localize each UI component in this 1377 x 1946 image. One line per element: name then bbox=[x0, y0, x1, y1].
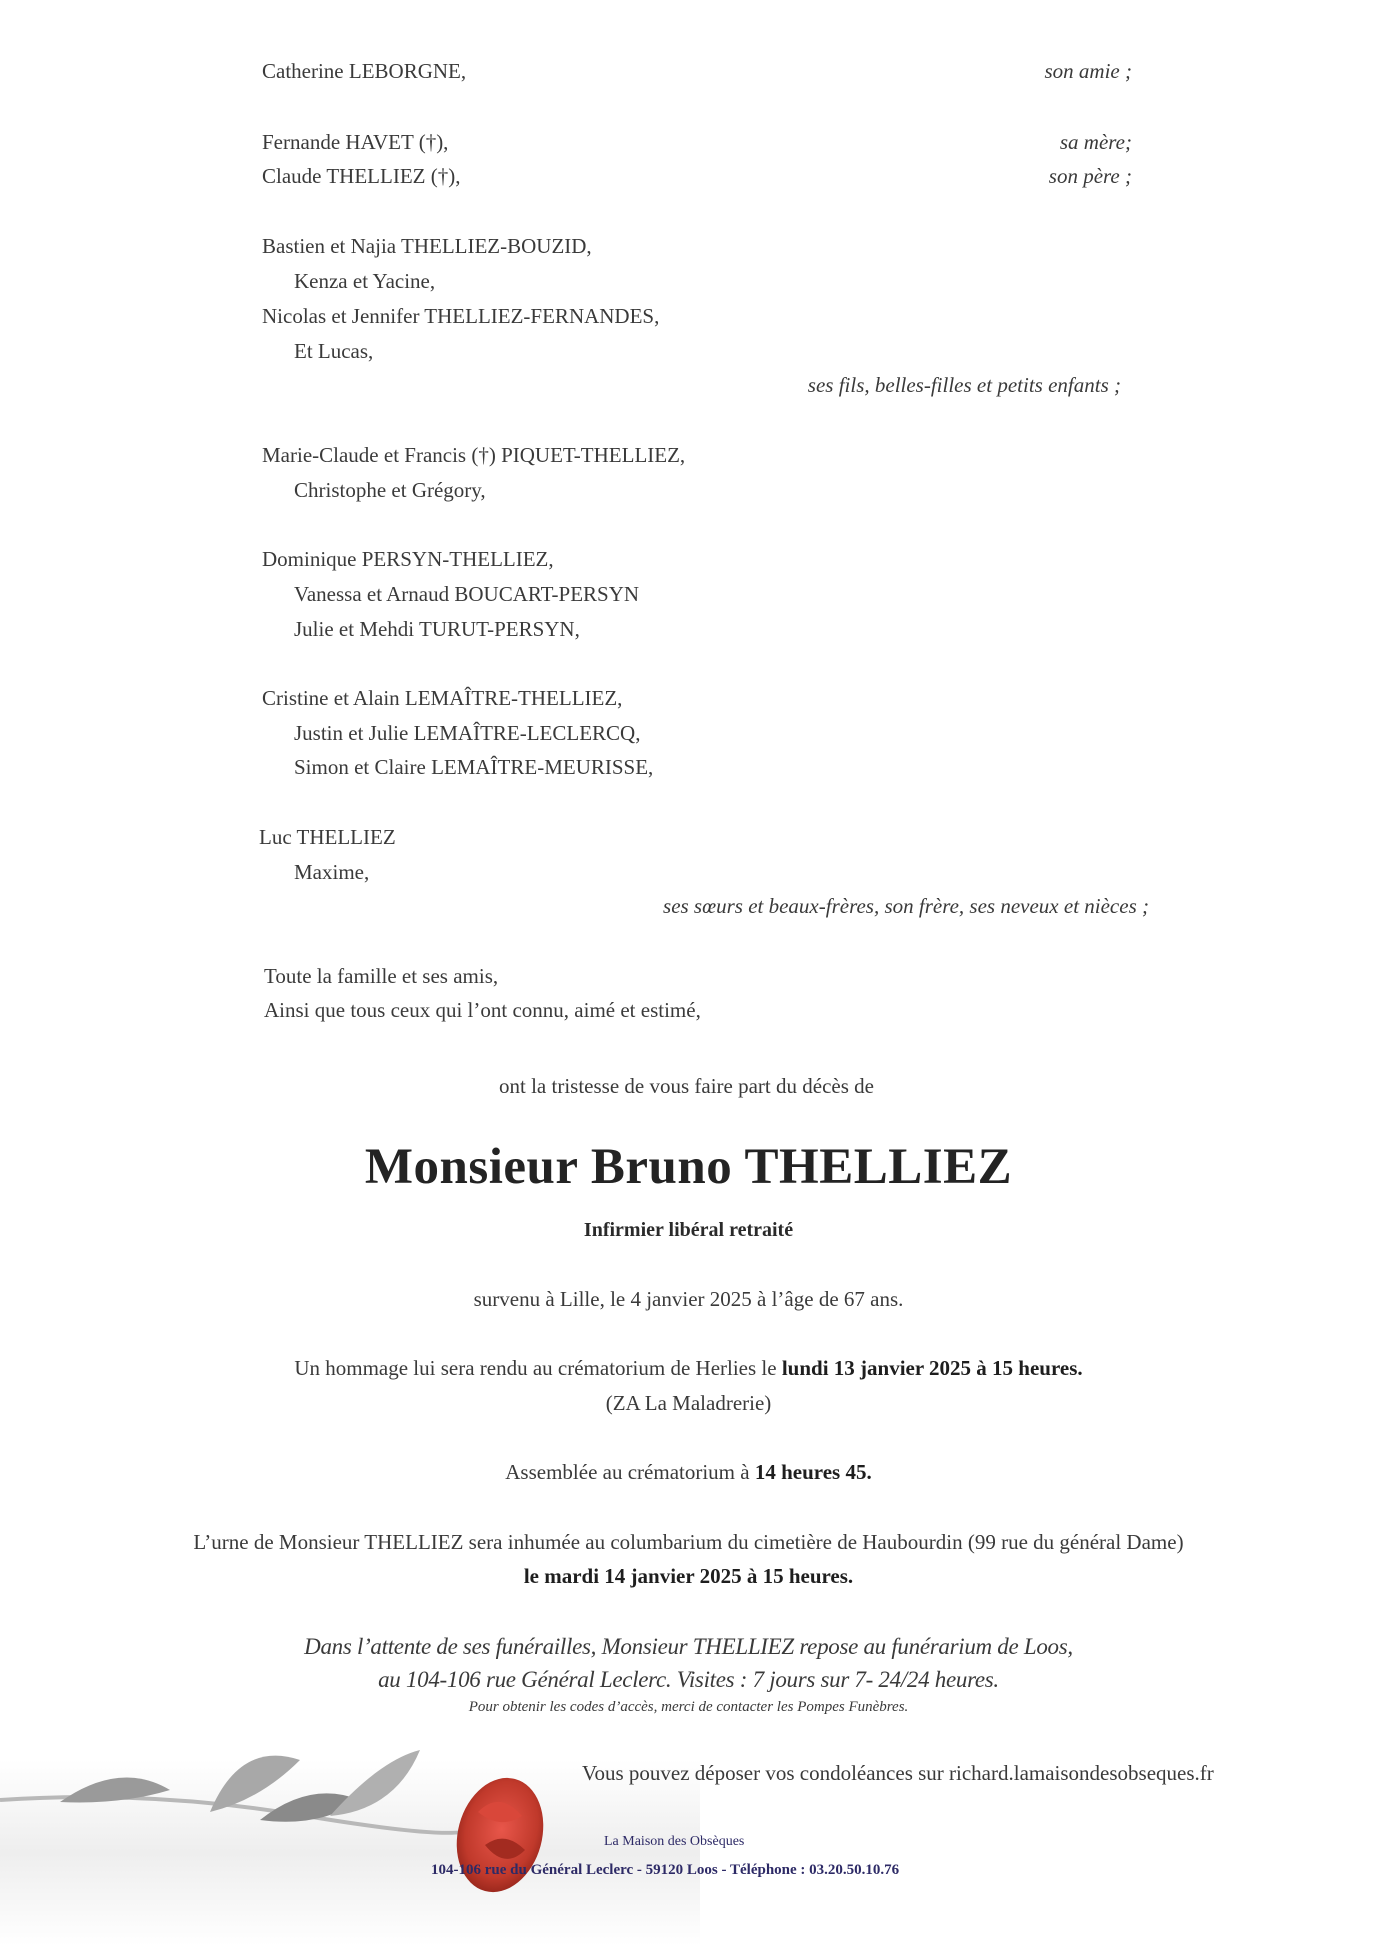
soeur-line: Vanessa et Arnaud BOUCART-PERSYN bbox=[294, 582, 640, 606]
soeur-line: Julie et Mehdi TURUT-PERSYN, bbox=[294, 617, 580, 641]
famille-line-2: Ainsi que tous ceux qui l’ont connu, aimé et estimé, bbox=[264, 998, 701, 1022]
soeur-line: Luc THELLIEZ bbox=[259, 825, 396, 849]
soeurs-relation: ses sœurs et beaux-frères, son frère, ses neveux et nièces ; bbox=[663, 894, 1149, 918]
funerarium-line-3: Pour obtenir les codes d’accès, merci de contacter les Pompes Funèbres. bbox=[468, 1699, 909, 1715]
amie-relation: son amie ; bbox=[1044, 59, 1132, 83]
fils-line: Et Lucas, bbox=[294, 339, 374, 363]
funerarium-line-1: Dans l’attente de ses funérailles, Monsieur THELLIEZ repose au funérarium de Loos, bbox=[304, 1634, 1073, 1659]
death-details: survenu à Lille, le 4 janvier 2025 à l’âge de 67 ans. bbox=[473, 1287, 904, 1311]
assemblee-text: Assemblée au crématorium à bbox=[505, 1460, 755, 1484]
fils-line: Bastien et Najia THELLIEZ-BOUZID, bbox=[262, 234, 592, 258]
deceased-name: Monsieur Bruno THELLIEZ bbox=[364, 1139, 1013, 1195]
fils-line: Nicolas et Jennifer THELLIEZ-FERNANDES, bbox=[262, 304, 660, 328]
footer-company: La Maison des Obsèques bbox=[604, 1834, 745, 1849]
fils-relation: ses fils, belles-filles et petits enfants ; bbox=[807, 373, 1121, 397]
assemblee-line bbox=[0, 1459, 1377, 1485]
fils-line: Kenza et Yacine, bbox=[294, 269, 436, 293]
hommage-line bbox=[0, 1355, 1377, 1381]
soeur-line: Cristine et Alain LEMAÎTRE-THELLIEZ, bbox=[262, 686, 623, 710]
announcement-intro: ont la tristesse de vous faire part du décès de bbox=[499, 1074, 874, 1098]
pere-relation: son père ; bbox=[1048, 164, 1132, 188]
soeur-line: Maxime, bbox=[294, 860, 370, 884]
hommage-date: lundi 13 janvier 2025 à 15 heures. bbox=[781, 1356, 1083, 1380]
footer-address: 104-106 rue du Général Leclerc - 59120 Loos - Téléphone : 03.20.50.10.76 bbox=[431, 1862, 900, 1878]
funerarium-line-2: au 104-106 rue Général Leclerc. Visites : 7 jours sur 7- 24/24 heures. bbox=[378, 1667, 999, 1692]
condoleances-link[interactable]: Vous pouvez déposer vos condoléances sur richard.lamaisondesobseques.fr bbox=[582, 1761, 1214, 1785]
soeur-line: Justin et Julie LEMAÎTRE-LECLERCQ, bbox=[294, 721, 641, 745]
urne-line: L’urne de Monsieur THELLIEZ sera inhumée au columbarium du cimetière de Haubourdin (99 rue du général Dame) bbox=[193, 1530, 1184, 1554]
amie-name: Catherine LEBORGNE, bbox=[262, 59, 467, 83]
soeur-line: Christophe et Grégory, bbox=[294, 478, 486, 502]
soeur-line: Simon et Claire LEMAÎTRE-MEURISSE, bbox=[294, 755, 654, 779]
soeur-line: Marie-Claude et Francis (†) PIQUET-THELLIEZ, bbox=[262, 443, 686, 467]
mere-name: Fernande HAVET (†), bbox=[262, 130, 449, 154]
famille-line-1: Toute la famille et ses amis, bbox=[264, 964, 499, 988]
urne-date: le mardi 14 janvier 2025 à 15 heures. bbox=[523, 1564, 854, 1588]
rose-illustration bbox=[0, 1720, 700, 1946]
deceased-profession: Infirmier libéral retraité bbox=[583, 1219, 794, 1241]
hommage-text: Un hommage lui sera rendu au crématorium de Herlies le bbox=[294, 1356, 782, 1380]
hommage-location: (ZA La Maladrerie) bbox=[605, 1391, 772, 1415]
mere-relation: sa mère; bbox=[1059, 130, 1132, 154]
soeur-line: Dominique PERSYN-THELLIEZ, bbox=[262, 547, 554, 571]
assemblee-time: 14 heures 45. bbox=[754, 1460, 872, 1484]
pere-name: Claude THELLIEZ (†), bbox=[262, 164, 461, 188]
